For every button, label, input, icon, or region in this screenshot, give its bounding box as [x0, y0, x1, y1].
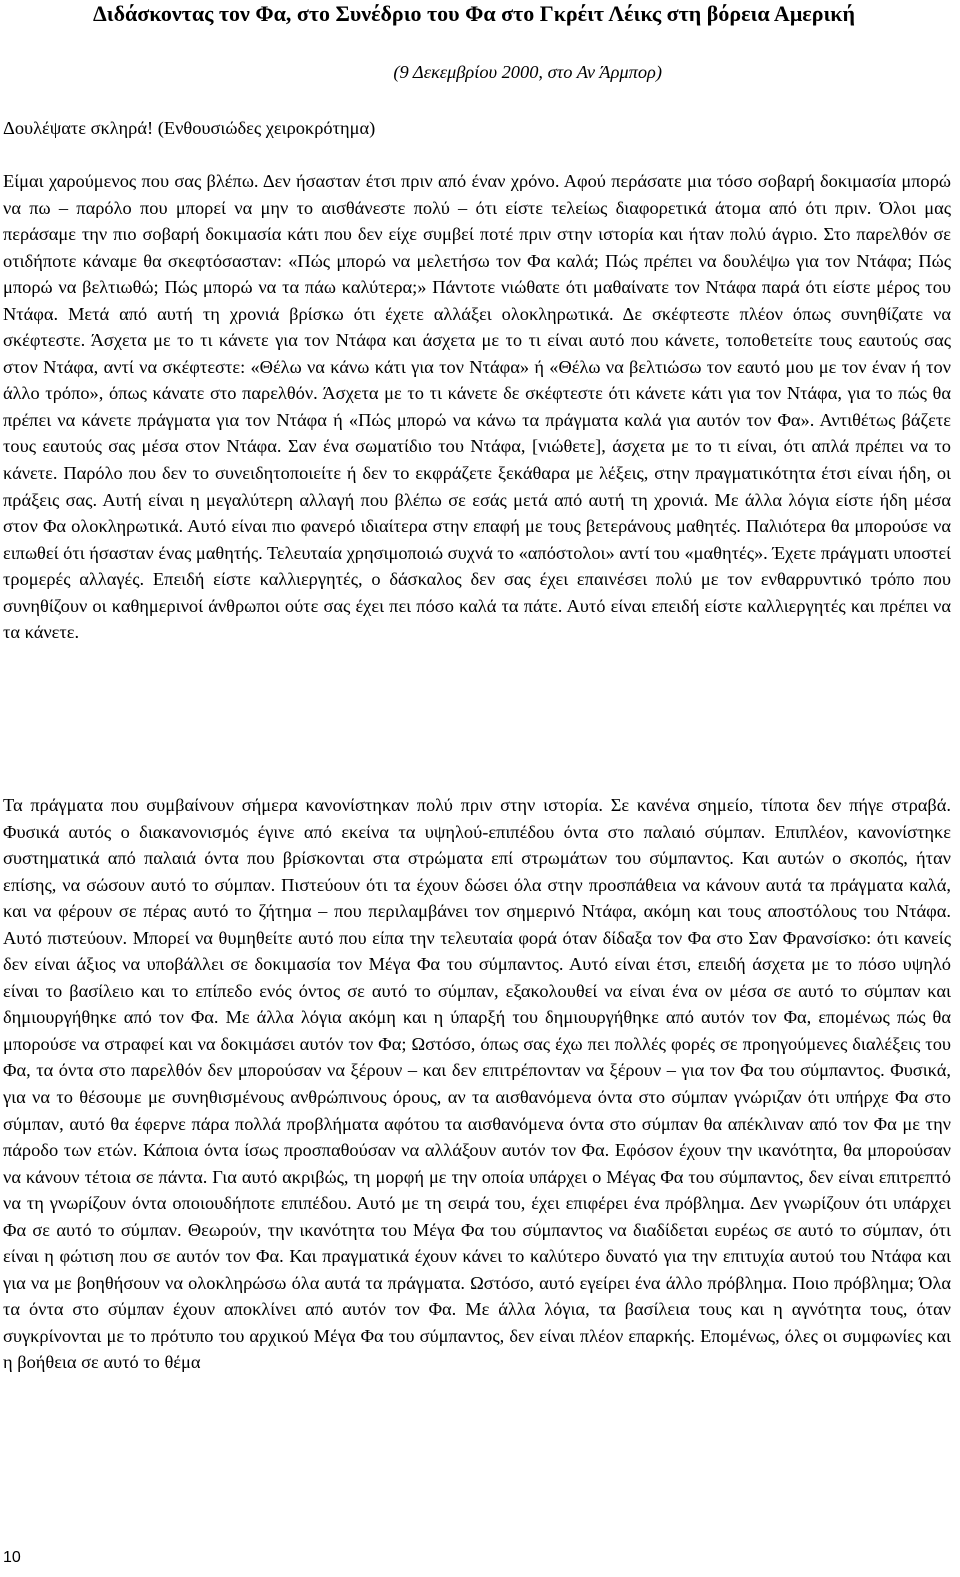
page-number: 10 [3, 1549, 21, 1566]
document-title: Διδάσκοντας τον Φα, στο Συνέδριο του Φα στο Γκρέιτ Λέικς στη βόρεια Αμερική [92, 1, 855, 26]
opening-line: Δουλέψατε σκληρά! (Ενθουσιώδες χειροκρότημα) [3, 118, 376, 138]
paragraph-1: Είμαι χαρούμενος που σας βλέπω. Δεν ήσασταν έτσι πριν από έναν χρόνο. Αφού περάσατε μια τόσο σοβαρή δοκιμασία μπορώ να πω – παρόλο που μπορεί να μην το αισθάνεστε πολύ – ότι είστε τελείως διαφορετικά άτομα από ότι πριν. Όλοι μας περάσαμε την πιο σοβαρή δοκιμασία κάτι που δεν είχε συμβεί ποτέ πριν στην ιστορία και ήταν πολύ άγριο. Στο παρελθόν σε οτιδήποτε κάναμε θα σκεφτόσασταν: «Πώς μπορώ να μελετήσω τον Φα καλά; Πώς πρέπει να δουλέψω για τον Ντάφα; Πώς μπορώ να βελτιωθώ; Πώς μπορώ να τα πάω καλύτερα;» Πάντοτε νιώθατε ότι μαθαίνατε τον Ντάφα παρά ότι είστε μέρος του Ντάφα. Μετά από αυτή τη χρονιά βρίσκω ότι έχετε αλλάξει ολοκληρωτικά. Δε σκέφτεστε πλέον όπως συνηθίζατε να σκέφτεστε. Άσχετα με το τι κάνετε για τον Ντάφα και άσχετα με το τι είναι αυτό που κάνετε, τοποθετείτε τους εαυτούς σας στον Ντάφα, αντί να σκέφτεστε: «Θέλω να κάνω κάτι για τον Ντάφα» ή «Θέλω να βελτιώσω τον εαυτό μου με τον έναν ή τον άλλο τρόπο», όπως κάνατε στο παρελθόν. Άσχετα με το τι κάνετε δε σκέφτεστε ότι κάνετε κάτι για τον Ντάφα, για το πώς θα πρέπει να κάνετε πράγματα για τον Ντάφα ή «Πώς μπορώ να κάνω τα πράγματα καλά για αυτόν τον Φα». Αντιθέτως βάζετε τους εαυτούς σας μέσα στον Ντάφα. Σαν ένα σωματίδιο του Ντάφα, [νιώθετε], άσχετα με το τι είναι, ότι απλά πρέπει να το κάνετε. Παρόλο που δεν το συνειδητοποιείτε ή δεν το εκφράζετε ξεκάθαρα με λέξεις, στην πραγματικότητα έτσι είναι ήδη, οι πράξεις σας. Αυτή είναι η μεγαλύτερη αλλαγή που βλέπω σε εσάς μετά από αυτή τη χρονιά. Με άλλα λόγια είστε ήδη μέσα στον Φα ολοκληρωτικά. Αυτό είναι πιο φανερό ιδιαίτερα στην επαφή με τους βετεράνους μαθητές. Παλιότερα θα μπορούσε να ειπωθεί ότι ήσασταν ένας μαθητής. Τελευταία χρησιμοποιώ συχνά το «απόστολοι» αντί του «μαθητές». Έχετε πράγματι υποστεί τρομερές αλλαγές. Επειδή είστε καλλιεργητές, ο δάσκαλος δεν σας έχει επαινέσει πολύ με τον ενθαρρυντικό τρόπο που συνηθίζουν οι καθημερινοί άνθρωποι ούτε σας έχει πει πόσο καλά τα πάτε. Αυτό είναι επειδή είστε καλλιεργητές και πρέπει να τα κάνετε. [3, 171, 951, 643]
document-subtitle: (9 Δεκεμβρίου 2000, στο Αν Άρμπορ) [393, 62, 662, 82]
paragraph-2: Τα πράγματα που συμβαίνουν σήμερα κανονίστηκαν πολύ πριν στην ιστορία. Σε κανένα σημείο, τίποτα δεν πήγε στραβά. Φυσικά αυτός ο διακανονισμός έγινε από εκείνα τα υψηλού-επιπέδου όντα στο παλαιό σύμπαν. Επιπλέον, κανονίστηκε συστηματικά από παλαιά όντα που βρίσκονται στα στρώματα επί στρωμάτων του σύμπαντος. Και αυτών ο σκοπός, ήταν επίσης, να σώσουν αυτό το σύμπαν. Πιστεύουν ότι τα έχουν δώσει όλα στην προσπάθεια να κάνουν αυτά τα πράγματα καλά, και να φέρουν σε πέρας αυτό το ζήτημα – που περιλαμβάνει τον σημερινό Ντάφα, ακόμη και τους αποστόλους του Ντάφα. Αυτό πιστεύουν. Μπορεί να θυμηθείτε αυτό που είπα την τελευταία φορά όταν δίδαξα τον Φα στο Σαν Φρανσίσκο: ότι κανείς δεν είναι άξιος να υποβάλλει σε δοκιμασία τον Μέγα Φα του σύμπαντος. Αυτό είναι έτσι, επειδή άσχετα με το πόσο υψηλό είναι το βασίλειο και το επίπεδο ενός όντος σε αυτό το σύμπαν, εξακολουθεί να είναι ένα ον μέσα σε αυτό το σύμπαν και δημιουργήθηκε από τον Φα. Με άλλα λόγια ακόμη και η ύπαρξή του δημιουργήθηκε από αυτόν τον Φα, επομένως πώς θα μπορούσε να στραφεί και να δοκιμάσει αυτόν τον Φα; Ωστόσο, όπως σας έχω πει πολλές φορές σε προηγούμενες διαλέξεις του Φα, τα όντα στο παρελθόν δεν μπορούσαν να ξέρουν – και δεν επιτρέπονταν να ξέρουν – για τον Φα του σύμπαντος. Φυσικά, για να το θέσουμε με συνηθισμένους ανθρώπινους όρους, αν τα αισθανόμενα όντα στο σύμπαν γνώριζαν ότι υπήρχε Φα στο σύμπαν, αυτό θα έφερνε πάρα πολλά προβλήματα αφότου τα αισθανόμενα όντα στο σύμπαν θα απέκλιναν από τον Φα με την πάροδο των ετών. Κάποια όντα ίσως προσπαθούσαν να αλλάξουν αυτόν τον Φα. Εφόσον έχουν την ικανότητα, θα μπορούσαν να κάνουν τέτοια σε πάντα. Για αυτό ακριβώς, τη μορφή με την οποία υπάρχει ο Μέγας Φα του σύμπαντος, δεν είναι επιτρεπτό να τη γνωρίζουν όντα οποιουδήποτε επιπέδου. Αυτό με τη σειρά του, έχει επιφέρει ένα πρόβλημα. Δεν γνωρίζουν ότι υπάρχει Φα σε αυτό το σύμπαν. Θεωρούν, την ικανότητα του Μέγα Φα του σύμπαντος να διαδίδεται ευρέως σε αυτό το σύμπαν, ότι είναι η φώτιση που σε αυτόν τον Φα. Και πραγματικά έχουν κάνει το καλύτερο δυνατό για την επιτυχία αυτού του Ντάφα και για να με βοηθήσουν να ολοκληρώσω όλα αυτά τα πράγματα. Ωστόσο, αυτό εγείρει ένα άλλο πρόβλημα. Ποιο πρόβλημα; Όλα τα όντα στο σύμπαν έχουν αποκλίνει από αυτόν τον Φα. Με άλλα λόγια, τα βασίλεια τους και η αγνότητα τους, όταν συγκρίνονται με το πρότυπο του αρχικού Μέγα Φα του σύμπαντος, δεν είναι πλέον επαρκής. Επομένως, όλες οι συμφωνίες και η βοήθεια σε αυτό το θέμα [3, 795, 951, 1373]
